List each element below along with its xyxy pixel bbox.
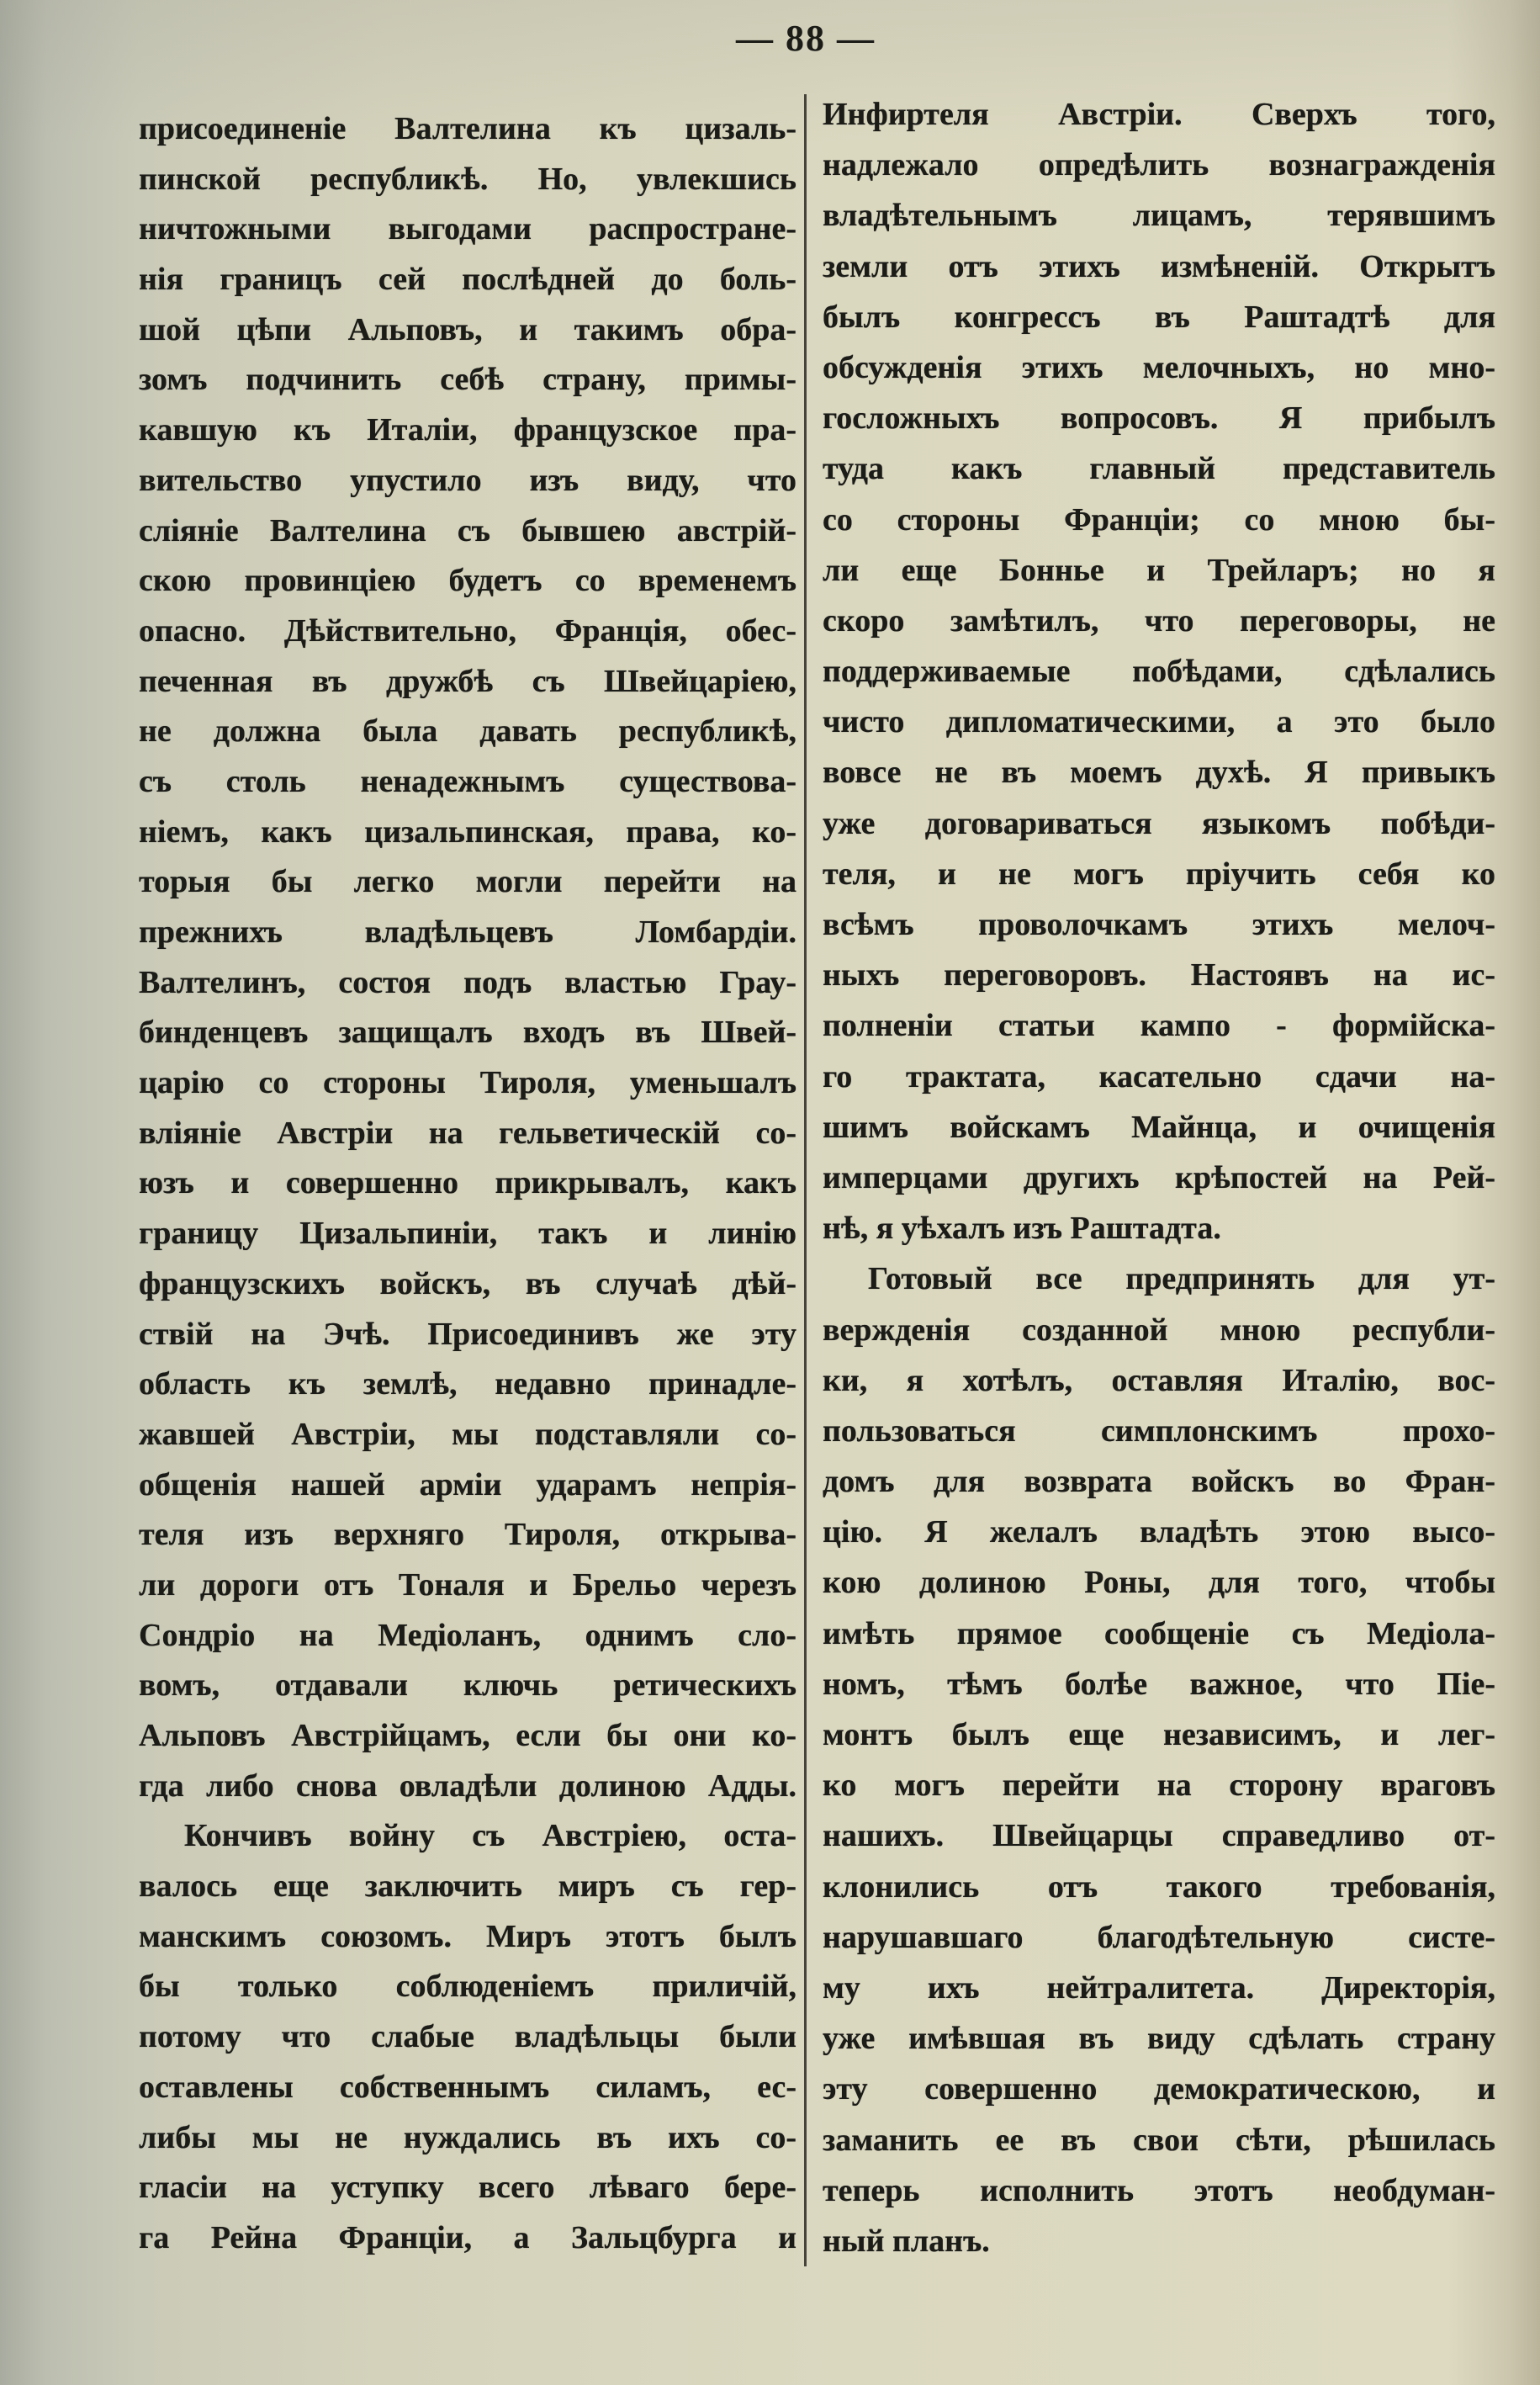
text-line: вомъ, отдавали ключь ретическихъ — [139, 1667, 796, 1704]
text-line: ли дороги отъ Тоналя и Брельо черезъ — [139, 1566, 796, 1603]
text-line: ніемъ, какъ цизальпинская, права, ко- — [139, 814, 796, 850]
text-line: бы только соблюденіемъ приличій, — [139, 1969, 796, 2005]
text-line: вительство упустило изъ виду, что — [139, 462, 796, 498]
paragraph-last-line: ный планъ. — [823, 2223, 990, 2259]
text-line: границу Цизальпиніи, такъ и линію — [139, 1216, 796, 1252]
text-line: га Рейна Франціи, а Зальцбурга и — [139, 2219, 796, 2255]
text-line: уже договариваться языкомъ побѣди- — [823, 805, 1495, 841]
text-line: область къ землѣ, недавно принадле- — [139, 1366, 796, 1402]
text-line: Валтелинъ, состоя подъ властью Грау- — [139, 964, 796, 1000]
text-line: поддерживаемые побѣдами, сдѣлались — [823, 654, 1495, 690]
text-line: опасно. Дѣйствительно, Франція, обес- — [139, 612, 796, 649]
text-line: уже имѣвшая въ виду сдѣлать страну — [823, 2021, 1495, 2057]
text-line: госложныхъ вопросовъ. Я прибылъ — [823, 400, 1495, 437]
text-line: пользоваться симплонскимъ прохо- — [823, 1412, 1495, 1449]
text-line: гда либо снова овладѣли долиною Адды. — [139, 1768, 796, 1804]
text-line: имѣть прямое сообщеніе съ Медіола- — [823, 1615, 1495, 1651]
text-line: монтъ былъ еще независимъ, и лег- — [823, 1717, 1495, 1752]
text-line: теля изъ верхняго Тироля, открыва- — [139, 1517, 796, 1553]
text-line: общенія нашей арміи ударамъ непрія- — [139, 1466, 796, 1503]
text-line: полненіи статьи кампо - формійска- — [823, 1008, 1495, 1044]
text-line: съ столь ненадежнымъ существова- — [139, 763, 796, 799]
text-line: потому что слабые владѣльцы были — [139, 2019, 796, 2055]
text-line: печенная въ дружбѣ съ Швейцаріею, — [139, 663, 796, 699]
text-line: манскимъ союзомъ. Миръ этотъ былъ — [139, 1918, 796, 1954]
text-line: оставлены собственнымъ силамъ, ес- — [139, 2069, 796, 2105]
column-divider — [804, 94, 807, 2266]
text-line: туда какъ главный представитель — [823, 451, 1495, 487]
paragraph-last-line: нѣ, я уѣхалъ изъ Раштадта. — [823, 1211, 1221, 1247]
text-line: ли еще Боннье и Трейларъ; но я — [823, 552, 1495, 588]
text-line: скою провинціею будетъ со временемъ — [139, 563, 796, 599]
text-line: Альповъ Австрійцамъ, если бы они ко- — [139, 1718, 796, 1753]
text-line: присоединеніе Валтелина къ цизаль- — [139, 111, 796, 146]
text-line: нарушавшаго благодѣтельную систе- — [823, 1919, 1495, 1955]
text-line: валось еще заключить миръ съ гер- — [139, 1868, 796, 1905]
text-line: ки, я хотѣлъ, оставляя Италію, вос- — [823, 1362, 1495, 1398]
text-line: французскихъ войскъ, въ случаѣ дѣй- — [139, 1265, 796, 1301]
text-line: домъ для возврата войскъ во Фран- — [823, 1464, 1495, 1500]
text-line: шимъ войскамъ Майнца, и очищенія — [823, 1109, 1495, 1145]
text-line: царію со стороны Тироля, уменьшалъ — [139, 1065, 796, 1101]
paragraph-first-line: Готовый все предпринять для ут- — [868, 1261, 1495, 1297]
text-line: прежнихъ владѣльцевъ Ломбардіи. — [139, 914, 796, 950]
text-line: цію. Я желалъ владѣть этою высо- — [823, 1514, 1495, 1550]
text-line: былъ конгрессъ въ Раштадтѣ для — [823, 299, 1495, 335]
text-line: теперь исполнить этотъ необдуман- — [823, 2172, 1495, 2208]
text-line: заманить ее въ свои сѣти, рѣшилась — [823, 2122, 1495, 2158]
text-line: вовсе не въ моемъ духѣ. Я привыкъ — [823, 755, 1495, 791]
text-line: жавшей Австріи, мы подставляли со- — [139, 1416, 796, 1452]
text-line: надлежало опредѣлить вознагражденія — [823, 147, 1495, 183]
text-line: шой цѣпи Альповъ, и такимъ обра- — [139, 311, 796, 347]
text-line: номъ, тѣмъ болѣе важное, что Піе- — [823, 1666, 1495, 1702]
text-line: ствій на Эчѣ. Присоединивъ же эту — [139, 1316, 796, 1352]
text-line: юзъ и совершенно прикрывалъ, какъ — [139, 1165, 796, 1201]
text-line: вліяніе Австріи на гельветическій со- — [139, 1115, 796, 1151]
text-line: скоро замѣтилъ, что переговоры, не — [823, 602, 1495, 639]
text-line: нашихъ. Швейцарцы справедливо от- — [823, 1818, 1495, 1854]
paragraph-first-line: Кончивъ войну съ Австріею, оста- — [184, 1818, 796, 1854]
text-line: земли отъ этихъ измѣненій. Открытъ — [823, 248, 1495, 284]
text-line: ныхъ переговоровъ. Настоявъ на ис- — [823, 957, 1495, 994]
page-number: — 88 — — [736, 18, 876, 59]
text-line: со стороны Франціи; со мною бы- — [823, 501, 1495, 538]
text-line: эту совершенно демократическою, и — [823, 2071, 1495, 2107]
text-line: зомъ подчинить себѣ страну, примы- — [139, 362, 796, 398]
text-line: кою долиною Роны, для того, чтобы — [823, 1565, 1495, 1601]
text-line: не должна была давать республикѣ, — [139, 713, 796, 750]
text-line: Инфиртеля Австріи. Сверхъ того, — [823, 97, 1495, 132]
text-line: теля, и не могъ пріучить себя ко — [823, 856, 1495, 892]
text-line: торыя бы легко могли перейти на — [139, 864, 796, 900]
text-line: ко могъ перейти на сторону враговъ — [823, 1768, 1495, 1804]
text-line: гласіи на уступку всего лѣваго бере- — [139, 2170, 796, 2206]
text-line: бинденцевъ защищалъ входъ въ Швей- — [139, 1015, 796, 1051]
text-line: либы мы не нуждались въ ихъ со- — [139, 2119, 796, 2155]
text-line: всѣмъ проволочкамъ этихъ мелоч- — [823, 907, 1495, 942]
right-column — [823, 89, 1495, 2266]
text-line: клонились отъ такого требованія, — [823, 1868, 1495, 1905]
text-line: чисто дипломатическими, а это было — [823, 704, 1495, 740]
left-column — [139, 104, 796, 2264]
text-line: владѣтельнымъ лицамъ, терявшимъ — [823, 198, 1495, 234]
text-line: имперцами другихъ крѣпостей на Рей- — [823, 1159, 1495, 1195]
text-line: обсужденія этихъ мелочныхъ, но мно- — [823, 349, 1495, 385]
text-line: Сондріо на Медіоланъ, однимъ сло- — [139, 1617, 796, 1653]
text-line: кавшую къ Италіи, французское пра- — [139, 412, 796, 448]
text-line: го трактата, касательно сдачи на- — [823, 1058, 1495, 1094]
text-line: сліяніе Валтелина съ бывшею австрій- — [139, 512, 796, 549]
text-line: му ихъ нейтралитета. Директорія, — [823, 1969, 1495, 2006]
text-line: ничтожными выгодами распростране- — [139, 211, 796, 247]
text-line: нія границъ сей послѣдней до боль- — [139, 262, 796, 298]
text-line: вержденія созданной мною республи- — [823, 1312, 1495, 1348]
text-line: пинской республикѣ. Но, увлекшись — [139, 161, 796, 197]
